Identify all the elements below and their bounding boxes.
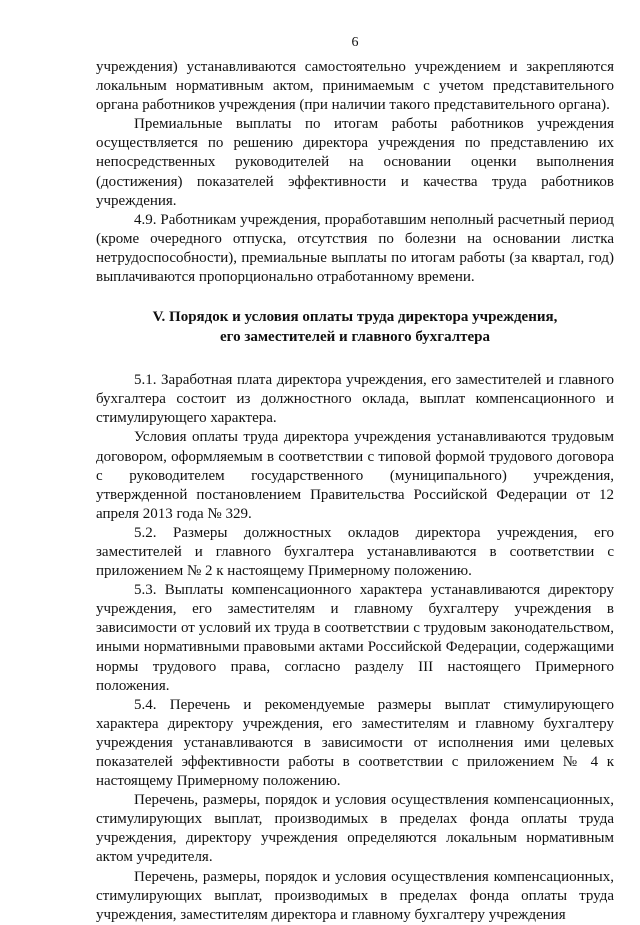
paragraph-5-3: 5.3. Выплаты компенсационного характера устанавливаются директору учреждения, его заместителям и главному бухгалтеру учреждения в зависимости от условий их труда в соответствии с трудовым законодательством, иными нормативными правовыми актами Российской Федерации, содержащими нормы трудового права, согласно разделу III настоящего Примерного положения.: [96, 582, 614, 694]
document-page: [96, 0, 614, 925]
paragraph-5-1: 5.1. Заработная плата директора учреждения, его заместителей и главного бухгалтера состоит из должностного оклада, выплат компенсационного и стимулирующего характера.: [96, 372, 614, 427]
paragraph-contract-terms: Условия оплаты труда директора учреждения устанавливаются трудовым договором, оформляемым в соответствии с типовой формой трудового договора с руководителем государственного (муниципального) учреждения, утвержденной постановлением Правительства Российской Федерации от 12 апреля 2013 года № 329.: [96, 429, 614, 522]
section-heading: [96, 307, 614, 347]
document-body: [96, 58, 614, 925]
paragraph-intro-2: Премиальные выплаты по итогам работы работников учреждения осуществляется по решению директора учреждения по представлению их непосредственных руководителей на основании оценки выполнения (достижения) показателей эффективности и качества труда работников учреждения.: [96, 116, 614, 209]
paragraph-4-9: 4.9. Работникам учреждения, проработавшим неполный расчетный период (кроме очередного отпуска, отсутствия по болезни на основании листка нетрудоспособности), премиальные выплаты по итогам работы (за квартал, год) выплачиваются пропорционально отработанному времени.: [96, 211, 614, 286]
page-number: 6: [351, 35, 359, 50]
paragraph-5-4: 5.4. Перечень и рекомендуемые размеры выплат стимулирующего характера директору учреждения, его заместителям и главному бухгалтеру учреждения устанавливаются в зависимости от исполнения ими целевых показателей эффективности работы в соответствии с приложением № 4 к настоящему Примерному положению.: [96, 696, 614, 790]
section-heading-line-2: его заместителей и главного бухгалтера: [219, 329, 491, 346]
paragraph-deputies-payments: Перечень, размеры, порядок и условия осуществления компенсационных, стимулирующих выплат, производимых в пределах фонда оплаты труда учреждения, заместителям директора и главному бухгалтеру учреждения: [96, 868, 614, 923]
paragraph-director-payments: Перечень, размеры, порядок и условия осуществления компенсационных, стимулирующих выплат, производимых в пределах фонда оплаты труда учреждения, директору учреждения определяются локальным нормативным актом учредителя.: [96, 792, 614, 866]
paragraph-intro-1: учреждения) устанавливаются самостоятельно учреждением и закрепляются локальным нормативным актом, принимаемым с учетом представительного органа работников учреждения (при наличии такого представительного органа).: [96, 59, 614, 114]
section-heading-line-1: V. Порядок и условия оплаты труда директора учреждения,: [152, 309, 558, 326]
paragraph-5-2: 5.2. Размеры должностных окладов директора учреждения, его заместителей и главного бухгалтера устанавливаются в соответствии с приложением № 2 к настоящему Примерному положению.: [96, 524, 614, 580]
